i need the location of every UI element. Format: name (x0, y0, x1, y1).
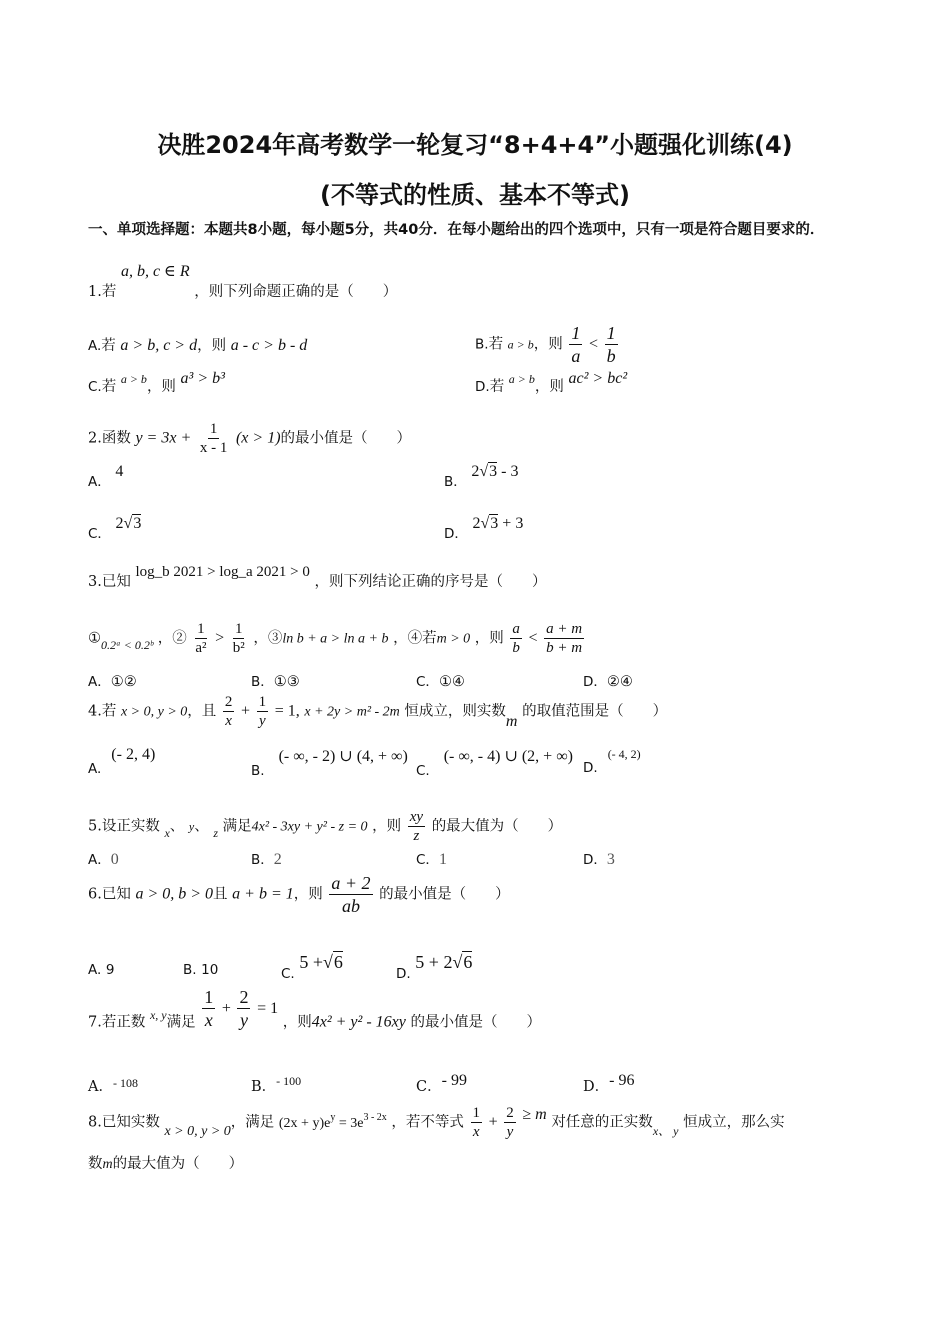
question-6: 6.已知 a > 0, b > 0且 a + b = 1，则 $\frac{a + 2}{ab}$ 的最小值是（ ） (88, 873, 510, 916)
q3-option-c[interactable]: C．①④ (416, 674, 465, 690)
q3-option-b[interactable]: B．①③ (251, 674, 300, 690)
q6-option-c[interactable]: C. 5 +√6 (281, 952, 343, 982)
question-number: 5. (88, 818, 102, 835)
question-8-cont: 数m的最大值为（ ） (88, 1156, 244, 1172)
q3-option-d[interactable]: D．②④ (583, 674, 633, 690)
q2-option-b[interactable]: B． 2√3 - 3 (444, 463, 519, 490)
q4-option-d[interactable]: D.$^{(- 4, 2)}$ (583, 747, 641, 776)
q1-option-b[interactable]: B.若 a > b，则 $\frac{1}{a}$ < $\frac{1}{b}$ (475, 323, 616, 366)
question-number: 1. (88, 284, 102, 300)
page-subtitle: (不等式的性质、基本不等式) (320, 181, 630, 209)
question-number: 8. (88, 1114, 102, 1131)
q2-option-c[interactable]: C． 2√3 (88, 515, 142, 542)
q4-option-b[interactable]: B.(- ∞, - 2) ∪ (4, + ∞) (251, 748, 408, 779)
q3-option-a[interactable]: A．①② (88, 674, 137, 690)
q5-option-c[interactable]: C．1 (416, 851, 447, 868)
q1-option-a[interactable]: A.若 a > b, c > d，则 a - c > b - d (88, 337, 308, 354)
condition: log_b 2021 > log_a 2021 > 0 (135, 564, 310, 580)
q1-option-c[interactable]: C.若 $^{a > b}$，则 a³ > b³ (88, 370, 225, 395)
question-3-statements: $①_{0.2ᵃ < 0.2ᵇ}$ ，② $\frac{1}{\text{a²}}$ > $\frac{1}{\text{b²}}$ ，③ln b + a > ln a + b ，④若m > 0 ，则 $\frac{a}{b}$ < $\frac{a + m}{b + m}$ (88, 621, 583, 656)
question-number: 2. (88, 430, 102, 447)
question-3: 3.已知 log_b 2021 > log_a 2021 > 0 ，则下列结论正确的序号是（ ） (88, 564, 547, 590)
q4-option-a[interactable]: A.(- 2, 4) (88, 746, 156, 777)
q6-option-d[interactable]: D. 5 + 2√6 (396, 952, 473, 982)
question-5: 5.设正实数 $_x$、 y、 $_z$ 满足4x² - 3xy + y² - z = 0 ，则 $\frac{xy}{z}$ 的最大值为（ ） (88, 809, 563, 844)
q7-option-c[interactable]: C．- 99 (416, 1072, 467, 1095)
condition: a, b, c ∈ R (120, 263, 190, 280)
q4-option-c[interactable]: C.(- ∞, - 4) ∪ (2, + ∞) (416, 748, 573, 779)
question-2: 2.函数 y = 3x + $\frac{1}{x - 1}$ (x > 1)的最小值是（ ） (88, 421, 412, 456)
q2-option-d[interactable]: D． 2√3 + 3 (444, 515, 524, 542)
q7-option-b[interactable]: B．$^{- 100}$ (251, 1074, 302, 1095)
question-7: 7.若正数 $^{x, y}$满足 $\frac{1}{x}$ + $\frac{2}{y}$ = 1 ，则4x² + y² - 16xy 的最小值是（ ） (88, 987, 541, 1031)
q1-option-d[interactable]: D.若 $^{a > b}$，则 ac² > bc² (475, 370, 628, 395)
question-4: 4.若 x > 0, y > 0，且 $\frac{2}{x}$ + $\frac{1}{y}$ = 1, x + 2y > m² - 2m 恒成立，则实数m 的取值范围是（ ） (88, 694, 668, 730)
q7-option-a[interactable]: A．$^{- 108}$ (88, 1076, 138, 1095)
question-1: 1.若 a, b, c ∈ R ，则下列命题正确的是（ ） (88, 263, 398, 300)
question-number: 6. (88, 886, 102, 903)
q2-option-a[interactable]: A． 4 (88, 463, 124, 490)
q6-option-b[interactable]: B. 10 (183, 962, 219, 978)
q5-option-b[interactable]: B．2 (251, 851, 282, 868)
section-heading: 一、单项选择题：本题共8小题，每小题5分，共40分．在每小题给出的四个选项中，只有一项是符合题目要求的． (88, 222, 825, 238)
q5-option-a[interactable]: A．0 (88, 851, 119, 868)
page-title: 决胜2024年高考数学一轮复习“8+4+4”小题强化训练(4) (157, 131, 793, 159)
question-number: 4. (88, 703, 102, 720)
question-8: 8.已知实数 x > 0, y > 0，满足 $(2x + y)e^y = 3e^{3 - 2x}$ ，若不等式 $\frac{1}{x}$ + $\frac{2}{y}$ ≥ m 对任意的正实数$_{x、 y}$ 恒成立，那么实 (88, 1105, 785, 1140)
question-number: 7. (88, 1014, 102, 1031)
q6-option-a[interactable]: A. 9 (88, 962, 115, 978)
q7-option-d[interactable]: D．- 96 (583, 1072, 635, 1095)
q5-option-d[interactable]: D．3 (583, 851, 615, 868)
question-number: 3. (88, 574, 102, 590)
